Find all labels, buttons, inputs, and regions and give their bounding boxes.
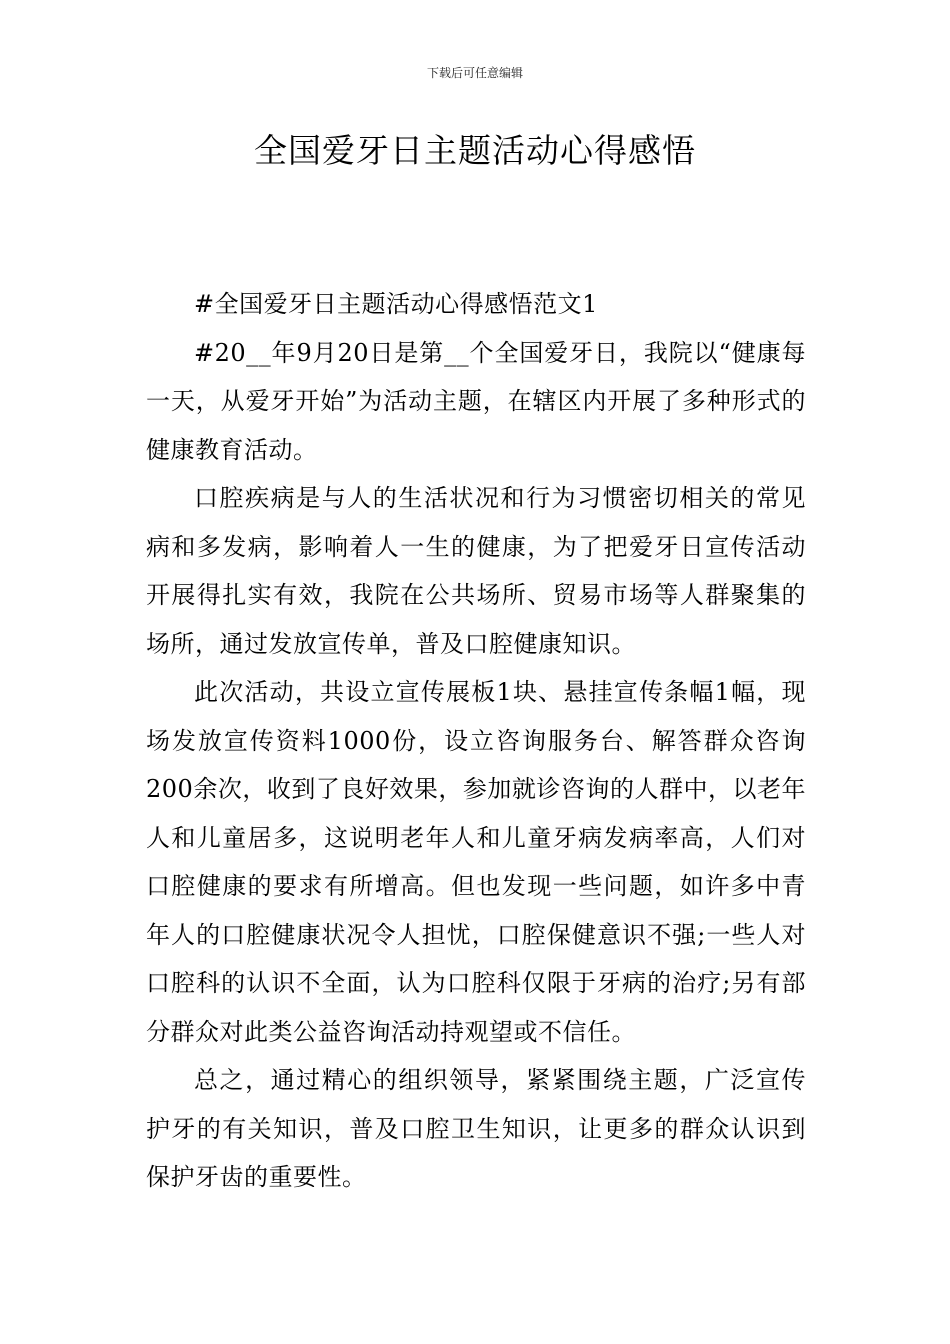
header-note: 下载后可任意编辑 xyxy=(426,66,523,80)
paragraph-intro: #20__年9月20日是第__个全国爱牙日，我院以“健康每一天，从爱牙开始”为活动主题，在辖区内开展了多种形式的健康教育活动。 xyxy=(146,338,806,464)
document-body xyxy=(146,280,806,1202)
paragraph-subtitle: #全国爱牙日主题活动心得感悟范文1 xyxy=(194,290,598,318)
paragraph-background: 口腔疾病是与人的生活状况和行为习惯密切相关的常见病和多发病，影响着人一生的健康，为了把爱牙日宣传活动开展得扎实有效，我院在公共场所、贸易市场等人群聚集的场所，通过发放宣传单，普及口腔健康知识。 xyxy=(146,484,806,658)
paragraph-activity-results: 此次活动，共设立宣传展板1块、悬挂宣传条幅1幅，现场发放宣传资料1000份，设立咨询服务台、解答群众咨询200余次，收到了良好效果，参加就诊咨询的人群中，以老年人和儿童居多，这说明老年人和儿童牙病发病率高，人们对口腔健康的要求有所增高。但也发现一些问题，如许多中青年人的口腔健康状况令人担忧，口腔保健意识不强;一些人对口腔科的认识不全面，认为口腔科仅限于牙病的治疗;另有部分群众对此类公益咨询活动持观望或不信任。 xyxy=(146,678,806,1046)
document-title: 全国爱牙日主题活动心得感悟 xyxy=(254,131,696,170)
paragraph-conclusion: 总之，通过精心的组织领导，紧紧围绕主题，广泛宣传护牙的有关知识，普及口腔卫生知识，让更多的群众认识到保护牙齿的重要性。 xyxy=(146,1066,806,1191)
